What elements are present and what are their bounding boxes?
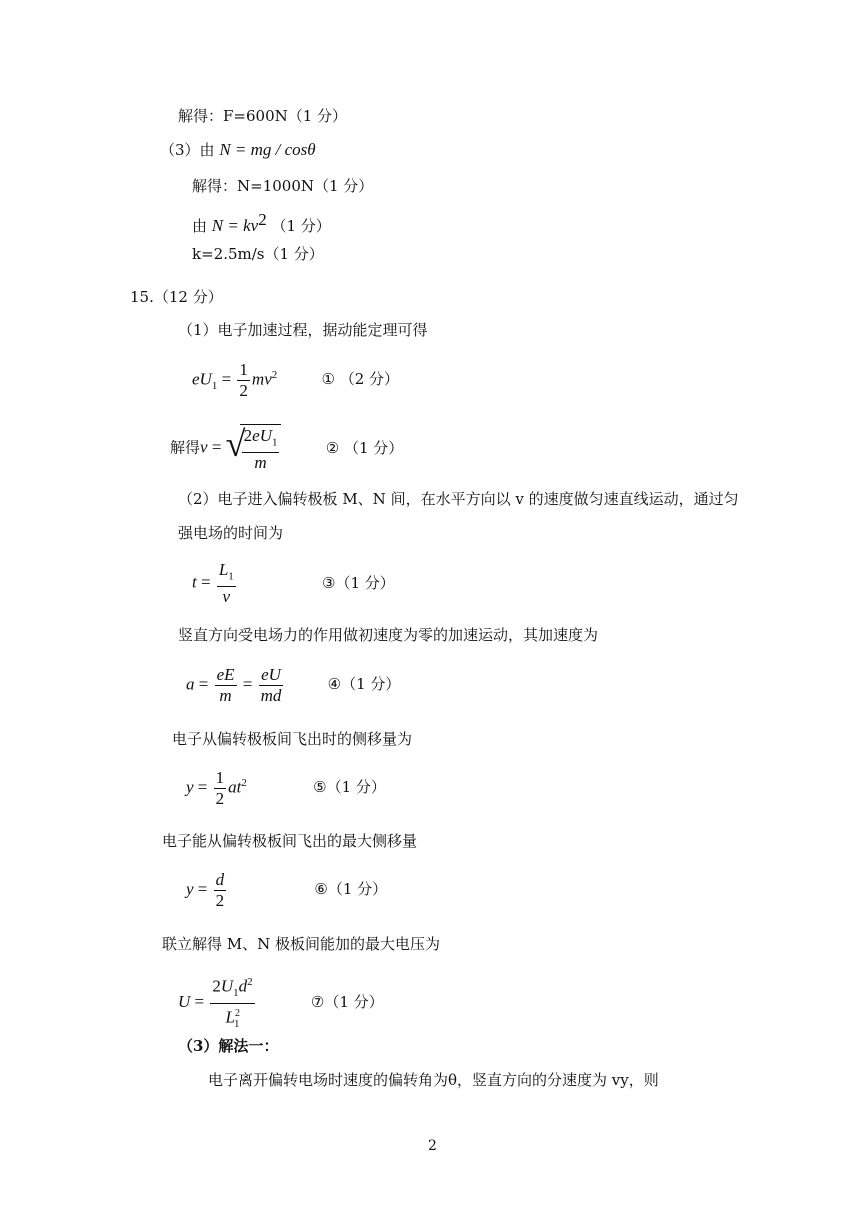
equation-6: y = $\frac{d}{2}$ ⑥（1 分）: [186, 870, 388, 910]
line-part1: （1）电子加速过程，据动能定理可得: [178, 321, 428, 339]
score-note: ⑤（1 分）: [313, 778, 386, 797]
page-number: 2: [428, 1138, 437, 1154]
line-part2-cont: 强电场的时间为: [178, 524, 284, 542]
equation-7: U = $\frac{2U_1d^2}{L^2_1}$ ⑦（1 分）: [178, 972, 384, 1034]
score-note: ③（1 分）: [322, 573, 395, 592]
text-label: 解得: [170, 438, 201, 457]
line-vertical: 竖直方向受电场力的作用做初速度为零的加速运动，其加速度为: [178, 626, 599, 644]
score-note: ⑥（1 分）: [314, 880, 388, 899]
score-note: ① （2 分）: [321, 370, 400, 389]
formula-n: N = mg / cosθ: [219, 140, 316, 159]
equation-4: a = $\frac{eE}{m}$ = $\frac{eU}{md}$ ④（1 分）: [186, 665, 401, 705]
equation-2: 解得v = √ $\frac{2eU_1}{m}$ ② （1 分）: [170, 424, 404, 473]
score-note: ④（1 分）: [327, 675, 401, 694]
score-note: ② （1 分）: [325, 438, 404, 457]
formula-kv: N = kv: [211, 216, 259, 235]
text-label: （3）由: [160, 141, 220, 159]
question-15-title: 15.（12 分）: [130, 288, 223, 306]
line-part3: [160, 140, 316, 160]
equation-3: t = $\frac{L_1}{v}$ ③（1 分）: [192, 560, 395, 607]
equation-5: y = $\frac{1}{2}$ $at^2$ ⑤（1 分）: [186, 768, 386, 808]
line-max-displacement: 电子能从偏转极板间飞出的最大侧移量: [162, 832, 418, 850]
line-part3-method: （3）解法一：: [178, 1037, 279, 1055]
equation-1: $eU_1$ = $\frac{1}{2}$ $mv^2$ ① （2 分）: [192, 360, 400, 400]
line-solve-n: 解得：N=1000N（1 分）: [192, 177, 374, 195]
score-note: ⑦（1 分）: [310, 992, 384, 1011]
line-n-kv2: 由 $N = kv^2$ （1 分）: [192, 210, 331, 235]
line-deflection-angle: 电子离开偏转电场时速度的偏转角为θ，竖直方向的分速度为 vy，则: [208, 1071, 659, 1089]
line-max-voltage: 联立解得 M、N 极板间能加的最大电压为: [162, 935, 441, 953]
score-note: （1 分）: [271, 217, 331, 235]
line-part2: （2）电子进入偏转极板 M、N 间，在水平方向以 v 的速度做匀速直线运动，通过匀: [178, 490, 739, 508]
text-label: 由: [192, 217, 212, 235]
line-solve-f: 解得：F=600N（1 分）: [178, 107, 348, 125]
line-k: k=2.5m/s（1 分）: [192, 245, 324, 263]
line-displacement: 电子从偏转极板间飞出时的侧移量为: [172, 730, 413, 748]
